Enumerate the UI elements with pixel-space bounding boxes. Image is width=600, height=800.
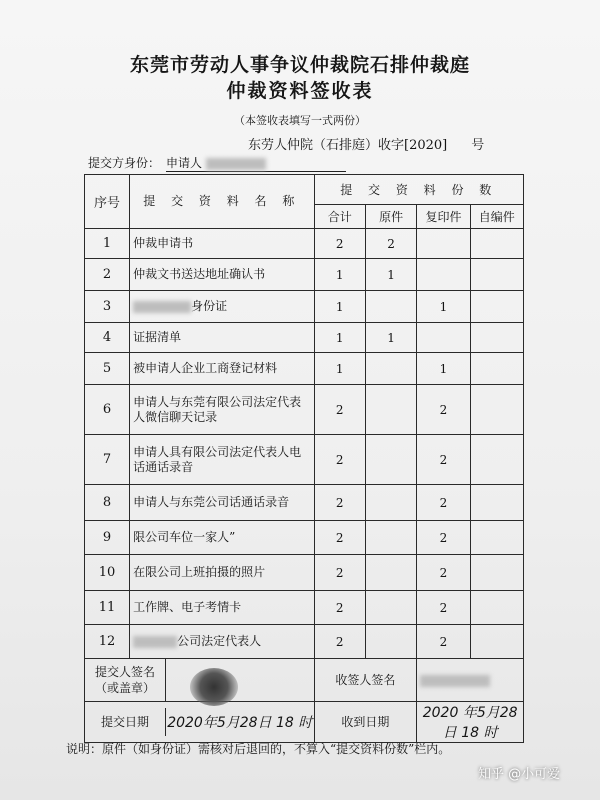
row-total: 2	[314, 521, 365, 555]
row-self	[470, 259, 523, 291]
row-orig	[365, 485, 416, 521]
row-self	[470, 521, 523, 555]
document-title-line1: 东莞市劳动人事争议仲裁院石排仲裁庭	[129, 54, 470, 76]
row-total: 2	[314, 385, 365, 435]
case-number	[248, 134, 484, 153]
watermark: 知乎 @小可爱	[478, 767, 561, 782]
submitter-value: 申请人	[166, 156, 203, 170]
row-no: 3	[85, 291, 130, 323]
row-total: 1	[314, 259, 365, 291]
row-no: 10	[85, 555, 130, 591]
row-orig	[365, 385, 416, 435]
row-orig: 2	[365, 229, 416, 259]
row-total: 2	[314, 229, 365, 259]
row-copy: 1	[417, 291, 470, 323]
table-row	[85, 291, 524, 323]
header-count-group: 提 交 资 料 份 数	[314, 175, 524, 205]
header-name: 提 交 资 料 名 称	[130, 175, 314, 229]
header-original: 原件	[365, 205, 416, 229]
row-copy: 2	[417, 625, 470, 659]
submitter-identity	[88, 154, 346, 172]
row-no: 7	[85, 435, 130, 485]
row-total: 1	[314, 353, 365, 385]
row-copy: 2	[417, 555, 470, 591]
receive-date-value: 2020 年5月28日 18 时	[417, 702, 524, 743]
row-no: 9	[85, 521, 130, 555]
row-orig	[365, 625, 416, 659]
table-row	[85, 555, 524, 591]
redaction-blur	[133, 636, 177, 648]
header-copy: 复印件	[417, 205, 470, 229]
submitter-label: 提交方身份：	[88, 156, 161, 170]
row-copy	[417, 323, 470, 353]
date-row	[85, 702, 524, 743]
row-name-cell	[130, 625, 314, 659]
row-self	[470, 353, 523, 385]
signature-row	[85, 659, 524, 702]
row-name: 证据清单	[130, 323, 314, 353]
materials-table	[84, 174, 524, 743]
row-orig	[365, 291, 416, 323]
submitter-value-line	[166, 154, 346, 172]
case-number-text: 东劳人仲院（石排庭）收字[2020]	[248, 138, 448, 153]
row-name: 限公司车位一家人”	[130, 521, 314, 555]
row-name: 申请人与东莞公司话通话录音	[130, 485, 314, 521]
row-name: 在限公司上班拍摄的照片	[130, 555, 314, 591]
row-total: 2	[314, 555, 365, 591]
table-row	[85, 229, 524, 259]
receiver-signature-area	[417, 659, 524, 702]
submit-date-cell	[85, 702, 315, 743]
submit-date-value: 2020年5月28日 18 时	[167, 715, 313, 731]
table-row	[85, 485, 524, 521]
row-orig	[365, 435, 416, 485]
row-name-cell	[130, 291, 314, 323]
redaction-blur	[206, 158, 266, 170]
row-no: 5	[85, 353, 130, 385]
header-total: 合计	[314, 205, 365, 229]
row-total: 2	[314, 625, 365, 659]
fingerprint-stamp	[190, 668, 238, 706]
table-row	[85, 353, 524, 385]
receiver-sign-label: 收签人签名	[314, 659, 417, 702]
copies-note: （本签收表填写一式两份）	[234, 114, 366, 127]
row-total: 1	[314, 323, 365, 353]
row-no: 4	[85, 323, 130, 353]
case-number-suffix: 号	[471, 138, 485, 153]
row-name: 工作牌、电子考情卡	[130, 591, 314, 625]
row-total: 2	[314, 435, 365, 485]
header-self: 自编件	[470, 205, 523, 229]
row-copy	[417, 229, 470, 259]
redaction-blur	[133, 301, 191, 313]
table-row	[85, 323, 524, 353]
row-total: 2	[314, 485, 365, 521]
receive-date-label: 收到日期	[314, 702, 417, 743]
row-no: 6	[85, 385, 130, 435]
row-orig: 1	[365, 259, 416, 291]
row-copy: 2	[417, 385, 470, 435]
row-self	[470, 291, 523, 323]
footer-note: 说明：原件（如身份证）需核对后退回的，不算入“提交资料份数”栏内。	[66, 742, 451, 756]
row-no: 1	[85, 229, 130, 259]
table-row	[85, 435, 524, 485]
row-name: 身份证	[191, 299, 228, 313]
submitter-sign-label: 提交人签名（或盖章）	[85, 659, 166, 701]
row-self	[470, 625, 523, 659]
submit-date-label: 提交日期	[85, 708, 166, 736]
row-self	[470, 229, 523, 259]
row-name: 申请人具有限公司法定代表人电话通话录音	[130, 435, 314, 485]
row-no: 12	[85, 625, 130, 659]
row-copy: 2	[417, 435, 470, 485]
row-copy	[417, 259, 470, 291]
row-orig	[365, 353, 416, 385]
row-copy: 1	[417, 353, 470, 385]
row-total: 1	[314, 291, 365, 323]
row-self	[470, 435, 523, 485]
row-orig	[365, 521, 416, 555]
row-name: 仲裁文书送达地址确认书	[130, 259, 314, 291]
row-name: 仲裁申请书	[130, 229, 314, 259]
row-self	[470, 385, 523, 435]
row-copy: 2	[417, 485, 470, 521]
row-self	[470, 323, 523, 353]
table-row	[85, 591, 524, 625]
table-row	[85, 259, 524, 291]
row-name: 被申请人企业工商登记材料	[130, 353, 314, 385]
table-row	[85, 385, 524, 435]
table-row	[85, 521, 524, 555]
row-no: 2	[85, 259, 130, 291]
row-total: 2	[314, 591, 365, 625]
table-row	[85, 625, 524, 659]
row-orig	[365, 555, 416, 591]
row-name: 公司法定代表人	[177, 634, 262, 648]
row-self	[470, 555, 523, 591]
document-title-line2: 仲裁资料签收表	[226, 80, 374, 102]
redaction-blur	[420, 675, 490, 687]
row-self	[470, 591, 523, 625]
row-name: 申请人与东莞有限公司法定代表人微信聊天记录	[130, 385, 314, 435]
row-no: 8	[85, 485, 130, 521]
row-copy: 2	[417, 591, 470, 625]
row-self	[470, 485, 523, 521]
row-orig	[365, 591, 416, 625]
row-no: 11	[85, 591, 130, 625]
header-no: 序号	[85, 175, 130, 229]
row-copy: 2	[417, 521, 470, 555]
row-orig: 1	[365, 323, 416, 353]
